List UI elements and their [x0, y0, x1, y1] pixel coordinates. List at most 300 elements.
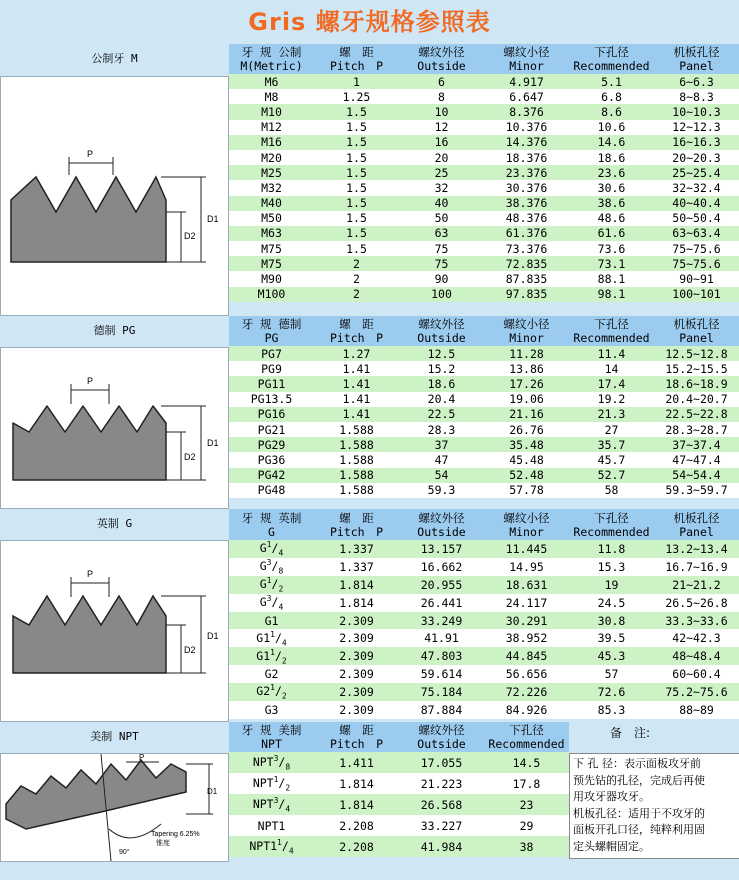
column-header: 牙 规 英制 G — [229, 509, 314, 540]
table-cell: 18.376 — [484, 150, 569, 165]
table-row — [229, 74, 739, 89]
column-header: 螺 距 Pitch P — [314, 316, 399, 346]
table-cell: 1.25 — [314, 89, 399, 104]
table-cell: 16~16.3 — [654, 135, 739, 150]
table-cell: 20.4 — [399, 392, 484, 407]
table-cell: 30.376 — [484, 180, 569, 195]
column-header: 下孔径 Recommended — [569, 316, 654, 346]
table-cell: 90 — [399, 271, 484, 286]
table-cell: 17.26 — [484, 376, 569, 391]
table-cell: 45.3 — [569, 647, 654, 665]
table-cell: 26.5~26.8 — [654, 594, 739, 612]
table-cell: 75 — [399, 241, 484, 256]
table-cell: 20~20.3 — [654, 150, 739, 165]
table-cell: 1.5 — [314, 150, 399, 165]
table-cell: 18.631 — [484, 576, 569, 594]
table-cell: 38.6 — [569, 196, 654, 211]
table-cell: M40 — [229, 196, 314, 211]
table-cell: 23 — [484, 794, 569, 815]
table-cell: 56.656 — [484, 665, 569, 683]
table-cell: 2 — [314, 256, 399, 271]
thread-diagram — [0, 753, 229, 862]
table-cell: 12 — [399, 120, 484, 135]
table-cell: 35.7 — [569, 437, 654, 452]
table-row — [229, 594, 739, 612]
table-cell: 73.6 — [569, 241, 654, 256]
pg-table — [229, 316, 739, 498]
table-cell: PG36 — [229, 452, 314, 467]
table-cell: M90 — [229, 271, 314, 286]
thread-diagram — [0, 76, 229, 316]
table-cell: 73.376 — [484, 241, 569, 256]
table-cell: 1.588 — [314, 452, 399, 467]
table-cell: 47 — [399, 452, 484, 467]
table-cell: 14 — [569, 361, 654, 376]
table-header — [229, 44, 739, 74]
table-cell: 1.337 — [314, 558, 399, 576]
table-cell: PG7 — [229, 346, 314, 361]
column-header: 机板孔径 Panel — [654, 44, 739, 74]
d2-label: D2 — [184, 452, 196, 462]
table-cell: 48.376 — [484, 211, 569, 226]
table-cell: 38.952 — [484, 629, 569, 647]
table-cell: 27 — [569, 422, 654, 437]
table-cell: 37~37.4 — [654, 437, 739, 452]
note-lines — [573, 756, 736, 855]
table-cell: 2.309 — [314, 629, 399, 647]
table-cell: 11.445 — [484, 540, 569, 558]
table-cell: 1.41 — [314, 392, 399, 407]
table-cell: PG21 — [229, 422, 314, 437]
table-cell: 11.8 — [569, 540, 654, 558]
note-line: 用攻牙器攻牙。 — [573, 790, 650, 803]
table-row — [229, 558, 739, 576]
table-cell: 19 — [569, 576, 654, 594]
section-label: 德制 PG — [0, 316, 229, 346]
table-cell: 40~40.4 — [654, 196, 739, 211]
table-cell: 14.95 — [484, 558, 569, 576]
table-row — [229, 629, 739, 647]
table-cell: 1.814 — [314, 794, 399, 815]
table-cell: 13.2~13.4 — [654, 540, 739, 558]
column-header: 机板孔径 Panel — [654, 316, 739, 346]
table-row — [229, 89, 739, 104]
table-row — [229, 752, 569, 773]
table-cell: 75 — [399, 256, 484, 271]
table-cell: 23.376 — [484, 165, 569, 180]
table-cell: 22.5~22.8 — [654, 407, 739, 422]
table-cell: 1.5 — [314, 196, 399, 211]
pitch-label: P — [87, 376, 94, 386]
page-title: Gris 螺牙规格参照表 — [248, 8, 491, 36]
table-row — [229, 135, 739, 150]
table-cell: 17.055 — [399, 752, 484, 773]
table-cell: 63 — [399, 226, 484, 241]
table-cell: G3 — [229, 701, 314, 719]
table-cell: 15.2~15.5 — [654, 361, 739, 376]
table-cell: 26.441 — [399, 594, 484, 612]
column-header: 螺纹小径 Minor — [484, 316, 569, 346]
table-cell: 73.1 — [569, 256, 654, 271]
table-cell: 97.835 — [484, 287, 569, 302]
table-cell: 75.184 — [399, 683, 484, 701]
table-cell: 45.48 — [484, 452, 569, 467]
table-row — [229, 226, 739, 241]
d1-label: D1 — [207, 438, 219, 448]
table-cell: 12.5 — [399, 346, 484, 361]
column-header: 螺纹小径 Minor — [484, 44, 569, 74]
table-cell: 13.86 — [484, 361, 569, 376]
table-row — [229, 271, 739, 286]
note-line: 预先钻的孔径，完成后再使 — [573, 773, 705, 787]
table-cell: 48.6 — [569, 211, 654, 226]
table-cell: 1.814 — [314, 594, 399, 612]
table-cell: 87.835 — [484, 271, 569, 286]
table-row — [229, 196, 739, 211]
table-cell: $NPT^3/_4$ — [229, 794, 314, 815]
table-cell: 1.41 — [314, 361, 399, 376]
pitch-label: P — [87, 569, 94, 579]
table-cell: 29 — [484, 815, 569, 836]
table-cell: 2 — [314, 271, 399, 286]
column-header: 螺纹外径 Outside — [399, 722, 484, 752]
table-cell: 75~75.6 — [654, 241, 739, 256]
table-cell: 8.376 — [484, 104, 569, 119]
table-row — [229, 392, 739, 407]
table-row — [229, 361, 739, 376]
table-row — [229, 612, 739, 630]
d1-label: D1 — [207, 631, 219, 641]
table-row — [229, 540, 739, 558]
column-header: 螺纹外径 Outside — [399, 316, 484, 346]
table-cell: 61.6 — [569, 226, 654, 241]
table-header — [229, 509, 739, 540]
table-cell: 6 — [399, 74, 484, 89]
table-cell: 75~75.6 — [654, 256, 739, 271]
thread-diagram — [0, 540, 229, 722]
column-header: 螺纹外径 Outside — [399, 44, 484, 74]
table-cell: 17.8 — [484, 773, 569, 794]
table-cell: 33.3~33.6 — [654, 612, 739, 630]
table-row — [229, 468, 739, 483]
section-label: 公制牙 M — [0, 44, 229, 74]
table-cell: 11.4 — [569, 346, 654, 361]
table-cell: M32 — [229, 180, 314, 195]
d1-label: D1 — [207, 214, 219, 224]
table-cell: 28.3~28.7 — [654, 422, 739, 437]
pitch-label: P — [139, 754, 145, 762]
table-cell: 100 — [399, 287, 484, 302]
table-cell: 2 — [314, 287, 399, 302]
pitch-label: P — [87, 149, 94, 159]
note-line: 面板开孔口径，纯粹利用固 — [573, 823, 705, 836]
table-cell: $G^1/_4$ — [229, 540, 314, 558]
table-cell: 48~48.4 — [654, 647, 739, 665]
table-cell: M75 — [229, 241, 314, 256]
table-cell: 16.7~16.9 — [654, 558, 739, 576]
table-cell: 1.5 — [314, 180, 399, 195]
table-cell: 6.647 — [484, 89, 569, 104]
table-row — [229, 120, 739, 135]
column-header: 牙 规 美制 NPT — [229, 722, 314, 752]
table-cell: 5.1 — [569, 74, 654, 89]
table-cell: PG9 — [229, 361, 314, 376]
table-cell: 11.28 — [484, 346, 569, 361]
table-cell: 2.309 — [314, 701, 399, 719]
table-cell: $G1^1/_4$ — [229, 629, 314, 647]
table-cell: 20 — [399, 150, 484, 165]
thread-diagram — [0, 347, 229, 509]
table-cell: 1.5 — [314, 211, 399, 226]
table-cell: 85.3 — [569, 701, 654, 719]
table-row — [229, 376, 739, 391]
table-row — [229, 180, 739, 195]
table-row — [229, 701, 739, 719]
table-row — [229, 683, 739, 701]
table-row — [229, 452, 739, 467]
table-cell: 21.223 — [399, 773, 484, 794]
table-cell: 1.588 — [314, 422, 399, 437]
table-row — [229, 815, 569, 836]
table-cell: 10 — [399, 104, 484, 119]
table-row — [229, 407, 739, 422]
column-header: 螺 距 Pitch P — [314, 509, 399, 540]
table-cell: 33.249 — [399, 612, 484, 630]
table-cell: 18.6 — [569, 150, 654, 165]
column-header: 下孔径 Recommended — [569, 509, 654, 540]
table-cell: 19.2 — [569, 392, 654, 407]
table-cell: 1.588 — [314, 468, 399, 483]
table-cell: 72.226 — [484, 683, 569, 701]
thread-profile-image — [1, 77, 228, 315]
note-line: 机板孔径：适用于不攻牙的 — [573, 806, 705, 820]
table-cell: 50~50.4 — [654, 211, 739, 226]
table-cell: 21~21.2 — [654, 576, 739, 594]
table-cell: 35.48 — [484, 437, 569, 452]
table-cell: 44.845 — [484, 647, 569, 665]
metric-table — [229, 44, 739, 302]
table-cell: 1.41 — [314, 407, 399, 422]
table-cell: M50 — [229, 211, 314, 226]
table-cell: 38 — [484, 836, 569, 857]
table-cell: PG29 — [229, 437, 314, 452]
table-cell: 54~54.4 — [654, 468, 739, 483]
table-cell: 100~101 — [654, 287, 739, 302]
table-cell: 1.5 — [314, 165, 399, 180]
table-cell: 88~89 — [654, 701, 739, 719]
taper-cn-label: 锥度 — [156, 840, 170, 847]
d2-label: D2 — [184, 645, 196, 655]
table-cell: $NPT^3/_8$ — [229, 752, 314, 773]
table-cell: 98.1 — [569, 287, 654, 302]
table-cell: 59.3~59.7 — [654, 483, 739, 498]
table-cell: 26.76 — [484, 422, 569, 437]
table-cell: $G^3/_8$ — [229, 558, 314, 576]
table-cell: G2 — [229, 665, 314, 683]
table-row — [229, 576, 739, 594]
table-cell: 32 — [399, 180, 484, 195]
table-row — [229, 794, 569, 815]
table-cell: 87.884 — [399, 701, 484, 719]
thread-profile-image — [1, 754, 228, 861]
table-cell: 15.2 — [399, 361, 484, 376]
table-cell: $G^1/_2$ — [229, 576, 314, 594]
thread-profile-image — [1, 541, 228, 721]
table-cell: 4.917 — [484, 74, 569, 89]
table-cell: 28.3 — [399, 422, 484, 437]
table-cell: 22.5 — [399, 407, 484, 422]
thread-profile-image — [1, 348, 228, 508]
table-cell: 10.376 — [484, 120, 569, 135]
table-cell: 63~63.4 — [654, 226, 739, 241]
table-cell: 1.5 — [314, 104, 399, 119]
column-header: 下孔径 Recommended — [569, 44, 654, 74]
column-header: 下孔径 Recommended — [484, 722, 569, 752]
table-cell: 50 — [399, 211, 484, 226]
table-cell: 33.227 — [399, 815, 484, 836]
table-cell: 37 — [399, 437, 484, 452]
table-cell: 30.291 — [484, 612, 569, 630]
table-cell: 59.614 — [399, 665, 484, 683]
angle-label: 90° — [119, 849, 130, 856]
g-table — [229, 509, 739, 719]
table-cell: 52.48 — [484, 468, 569, 483]
table-cell: 18.6~18.9 — [654, 376, 739, 391]
table-cell: 20.4~20.7 — [654, 392, 739, 407]
table-cell: NPT1 — [229, 815, 314, 836]
table-header — [229, 722, 569, 752]
table-cell: $G^3/_4$ — [229, 594, 314, 612]
table-cell: 1.5 — [314, 120, 399, 135]
table-cell: 10~10.3 — [654, 104, 739, 119]
table-row — [229, 211, 739, 226]
table-cell: M20 — [229, 150, 314, 165]
table-cell: 8.6 — [569, 104, 654, 119]
column-header: 螺纹外径 Outside — [399, 509, 484, 540]
table-cell: 2.309 — [314, 612, 399, 630]
table-cell: 90~91 — [654, 271, 739, 286]
table-cell: 14.376 — [484, 135, 569, 150]
table-cell: $NPT1^1/_4$ — [229, 836, 314, 857]
table-cell: 40 — [399, 196, 484, 211]
column-header: 螺 距 Pitch P — [314, 722, 399, 752]
table-cell: PG42 — [229, 468, 314, 483]
table-row — [229, 104, 739, 119]
table-cell: 57 — [569, 665, 654, 683]
table-cell: 1.5 — [314, 135, 399, 150]
table-cell: 32~32.4 — [654, 180, 739, 195]
table-cell: 16 — [399, 135, 484, 150]
table-cell: 23.6 — [569, 165, 654, 180]
table-cell: 21.3 — [569, 407, 654, 422]
taper-label: Tapering 6.25% — [151, 831, 200, 838]
table-header — [229, 316, 739, 346]
table-row — [229, 150, 739, 165]
table-cell: M8 — [229, 89, 314, 104]
table-cell: 57.78 — [484, 483, 569, 498]
table-cell: 10.6 — [569, 120, 654, 135]
table-cell: 54 — [399, 468, 484, 483]
section-g — [0, 509, 739, 722]
table-cell: 1.814 — [314, 576, 399, 594]
d1-label: D1 — [207, 787, 218, 796]
note-title: 备 注: — [610, 726, 651, 740]
table-cell: 42~42.3 — [654, 629, 739, 647]
table-cell: 2.309 — [314, 683, 399, 701]
table-cell: 47~47.4 — [654, 452, 739, 467]
table-cell: 24.5 — [569, 594, 654, 612]
table-row — [229, 773, 569, 794]
table-row — [229, 665, 739, 683]
table-cell: 1.5 — [314, 241, 399, 256]
table-cell: 26.568 — [399, 794, 484, 815]
table-cell: PG11 — [229, 376, 314, 391]
note-box — [569, 753, 739, 859]
d2-label: D2 — [184, 231, 196, 241]
table-cell: M6 — [229, 74, 314, 89]
note-line: 下 孔 径：表示面板攻牙前 — [573, 757, 701, 770]
table-cell: M25 — [229, 165, 314, 180]
table-row — [229, 256, 739, 271]
table-cell: 8 — [399, 89, 484, 104]
table-cell: 19.06 — [484, 392, 569, 407]
table-cell: 14.5 — [484, 752, 569, 773]
table-cell: 1.588 — [314, 483, 399, 498]
section-label: 美制 NPT — [0, 722, 229, 752]
table-cell: 20.955 — [399, 576, 484, 594]
table-cell: M12 — [229, 120, 314, 135]
table-cell: 30.6 — [569, 180, 654, 195]
table-cell: 1.337 — [314, 540, 399, 558]
table-cell: M16 — [229, 135, 314, 150]
table-row — [229, 165, 739, 180]
table-cell: 1.814 — [314, 773, 399, 794]
table-cell: 52.7 — [569, 468, 654, 483]
table-cell: 16.662 — [399, 558, 484, 576]
table-cell: M75 — [229, 256, 314, 271]
table-cell: 60~60.4 — [654, 665, 739, 683]
table-cell: 2.208 — [314, 836, 399, 857]
table-cell: 12.5~12.8 — [654, 346, 739, 361]
table-cell: 1.41 — [314, 376, 399, 391]
table-row — [229, 241, 739, 256]
column-header: 牙 规 德制 PG — [229, 316, 314, 346]
table-cell: 72.6 — [569, 683, 654, 701]
table-cell: 17.4 — [569, 376, 654, 391]
table-cell: 1.27 — [314, 346, 399, 361]
table-cell: 6~6.3 — [654, 74, 739, 89]
table-cell: $NPT^1/_2$ — [229, 773, 314, 794]
table-cell: 38.376 — [484, 196, 569, 211]
table-cell: 6.8 — [569, 89, 654, 104]
table-cell: 25 — [399, 165, 484, 180]
table-cell: 8~8.3 — [654, 89, 739, 104]
table-cell: 12~12.3 — [654, 120, 739, 135]
table-cell: 24.117 — [484, 594, 569, 612]
table-cell: $G1^1/_2$ — [229, 647, 314, 665]
table-row — [229, 287, 739, 302]
table-cell: 25~25.4 — [654, 165, 739, 180]
table-cell: 1.588 — [314, 437, 399, 452]
table-cell: 75.2~75.6 — [654, 683, 739, 701]
table-cell: 14.6 — [569, 135, 654, 150]
section-pg — [0, 316, 739, 509]
table-cell: PG48 — [229, 483, 314, 498]
column-header: 牙 规 公制 M(Metric) — [229, 44, 314, 74]
table-cell: 47.803 — [399, 647, 484, 665]
table-cell: 45.7 — [569, 452, 654, 467]
table-cell: 1.411 — [314, 752, 399, 773]
